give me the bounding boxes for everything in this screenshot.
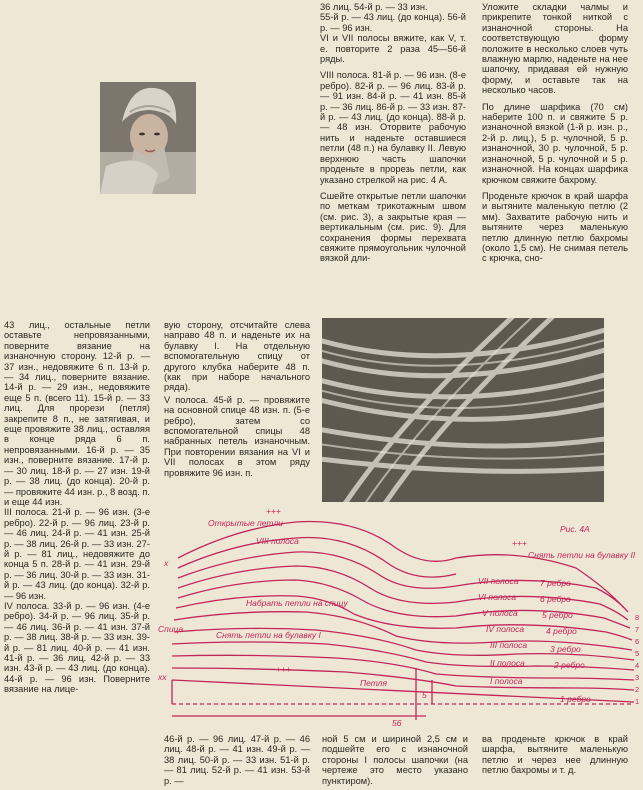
model-photo [100, 82, 196, 194]
label-pick-up: Набрать петли на спицу [246, 598, 348, 608]
dimension-56: 56 [392, 718, 402, 728]
cross-mark: x [164, 558, 169, 568]
rib-label: 4 ребро [546, 626, 577, 636]
paragraph: ной 5 см и шириной 2,5 см и подшейте его с изнаночной стороны I полосы шапочки (на чертеже это место указано пунктиром). [322, 734, 468, 786]
label-needle: Спица [158, 624, 184, 634]
side-number: 5 [635, 649, 640, 658]
text-column-top-middle [320, 2, 466, 312]
side-number: 1 [635, 697, 640, 706]
side-number: 6 [635, 637, 640, 646]
paragraph: VIII полоса. 81-й р. — 96 изн. (8-е ребро). 82-й р. — 96 лиц. 83-й р. — 91 изн. 84-й р. — 41 изн. 85-й р. — 36 лиц. 86-й р. — 33 изн. 87-й р. — 43 лиц. (до конца). 88-й р. — 48 изн. Оторвите рабочую нить и наденьте оставшиеся петли (48 п.) на булавку II. Левую верхнюю часть шапочки проденьте в прорезь петли, как указано стрелкой на рис. 4 А. [320, 70, 466, 185]
plus-marks: +++ [512, 538, 527, 548]
label-open-loops: Открытые петли [208, 518, 283, 528]
text-column-left [4, 320, 150, 788]
label-remove-pin1: Снять петли на булавку I [216, 630, 321, 640]
text-column-bottom-middle [164, 734, 310, 790]
text-column-bottom-middle-2 [322, 734, 468, 790]
paragraph: VI и VII полосы вяжите, как V, т. е. повторите 2 раза 45—56-й ряды. [320, 33, 466, 65]
rib-label: 1 ребро [560, 694, 591, 704]
paragraph: 36 лиц. 54-й р. — 33 изн. [320, 2, 428, 12]
paragraph: Проденьте крючок в край шарфа и вытяните маленькую петлю (2 мм). Захватите рабочую нить и вытяните через маленькую петлю длинную петлю бахромы (около 1,5 см). Не снимая петель с крючка, сно- [482, 190, 628, 264]
paragraph: V полоса. 45-й р. — провяжите на основной спице 48 изн. п. (5-е ребро), затем со вспомогательной спицы 48 набранных петель изнаночным. При повторении вязания на VI и VII полосах в этом ряду провяжите 96 изн. п. [164, 394, 310, 478]
stripe-label: III полоса [490, 640, 528, 650]
paragraph: Уложите складки чалмы и прикрепите тонкой ниткой с изнаночной стороны. На соответствующую форму положите в несколько слоев чуть влажную марлю, наденьте на нее шапочку, придавая ей нужную форму, и оставьте так на несколько часов. [482, 2, 628, 96]
paragraph: вую сторону, отсчитайте слева направо 48 п. и наденьте их на булавку I. На отдельную вспомогательную спицу от другого клубка наберите 48 п. (как при наборе начального ряда). [164, 320, 310, 393]
stripe-label: IV полоса [486, 624, 525, 634]
side-number: 4 [635, 661, 640, 670]
stripe-label: VI полоса [478, 592, 517, 602]
side-number: 8 [635, 613, 640, 622]
stripe-label: II полоса [490, 658, 525, 668]
paragraph: IV полоса. 33-й р. — 96 изн. (4-е ребро). 34-й р. — 96 лиц. 35-й р. — 46 лиц. 36-й р. — 41 изн. 37-й р. — 38 лиц. 38-й р. — 33 изн. 39-й р. — 81 лиц. 40-й р. — 41 изн. 41-й р. — 36 лиц. 42-й р. — 33 изн. 43-й р. — 43 лиц. (до конца). 44-й р. — 96 изн. Поверните вязание на лице- [4, 600, 150, 695]
rib-label: 7 ребро [540, 578, 571, 588]
stripe-label: VII полоса [478, 576, 519, 586]
side-numbers [635, 613, 639, 706]
text-column-bottom-right [482, 734, 628, 790]
paragraph: ва проденьте крючок в край шарфа, вытяните маленькую петлю и через нее длинную петлю бахромы и т. д. [482, 734, 628, 776]
text-column-middle-upper [164, 320, 310, 506]
side-number: 2 [635, 685, 640, 694]
paragraph: 55-й р. — 43 лиц. (до конца). 56-й р. — 96 изн. [320, 12, 466, 33]
label-loop: Петля [360, 678, 388, 688]
label-remove-pin2: Снять петли на булавку II [528, 550, 636, 560]
stripe-labels [478, 576, 591, 704]
rib-label: 2 ребро [554, 660, 585, 670]
paragraph: III полоса. 21-й р. — 96 изн. (3-е ребро). 22-й р. — 96 лиц. 23-й р. — 46 лиц. 24-й р. — 41 изн. 25-й р. — 38 лиц. 26-й р. — 33 изн. 27-й р. — 81 лиц., недовяжите до конца 5 п. 28-й р. — 41 изн. 29-й р. — 36 лиц. 30-й р. — 33 изн. 31-й р. — 43 лиц. (до конца). 32-й р. — 96 изн. [4, 507, 150, 601]
knitting-diagram [156, 508, 643, 733]
plus-marks: +++ [276, 664, 291, 674]
figure-label: Рис. 4А [560, 524, 590, 534]
stripe-label: V полоса [482, 608, 518, 618]
rib-label: 3 ребро [550, 644, 581, 654]
stripe-label: I полоса [490, 676, 523, 686]
paragraph: 46-й р. — 96 лиц. 47-й р. — 46 лиц. 48-й р. — 41 изн. 49-й р. — 38 лиц. 50-й р. — 33 изн. 51-й р. — 81 лиц. 52-й р. — 41 изн. 53-й р. — [164, 734, 310, 786]
side-number: 3 [635, 673, 640, 682]
rib-label: 5 ребро [542, 610, 573, 620]
cross-marks: xx [158, 672, 167, 682]
paragraph: По длине шарфика (70 см) наберите 100 п. и свяжите 5 р. изнаночной вязкой (1-й р. изн. р., 2-й р. лиц.), 5 р. чулочной, 5 р. изнаночной, 30 р. чулочной, 5 р. изнаночной, 5 р. чулочной и 5 р. изнаночной. На концах шарфика крючком свяжите бахрому. [482, 101, 628, 185]
knitting-texture-photo [322, 318, 604, 502]
paragraph: Сшейте открытые петли шапочки по меткам трикотажным швом (см. рис. 3), а закрытые края — вертикальным (см. рис. 9). Для сохранения формы перехвата свяжите прямоугольник чулочной вязкой дли- [320, 190, 466, 264]
rib-label: 6 ребро [540, 594, 571, 604]
label-stripe-8: VIII полоса [256, 536, 299, 546]
dimension-5: 5 [422, 690, 427, 700]
text-column-top-right [482, 2, 628, 312]
paragraph: 43 лиц., остальные петли оставьте непровязанными, поверните вязание на изнаночную сторону. 12-й р. — 37 изн., недовяжите 6 п. 13-й р. — 34 лиц., поверните вязание. 14-й р. — 29 изн., недовяжите еще 5 п. (всего 11). 15-й р. — 33 лиц. Для прорези (петля) закрепите 8 п., не затягивая, и еще провяжите 38 лиц., оставляя в конце ряда 6 п. непровязанными. 16-й р. — 35 изн., поверните вязание. 17-й р. — 30 лиц. 18-й р. — 27 изн. 19-й р. — 38 лиц. (до конца). 20-й р. — провяжите 44 изн. р., 8 возд. п. и еще 44 изн. [4, 320, 150, 507]
side-number: 7 [635, 625, 640, 634]
plus-marks: +++ [266, 508, 281, 516]
